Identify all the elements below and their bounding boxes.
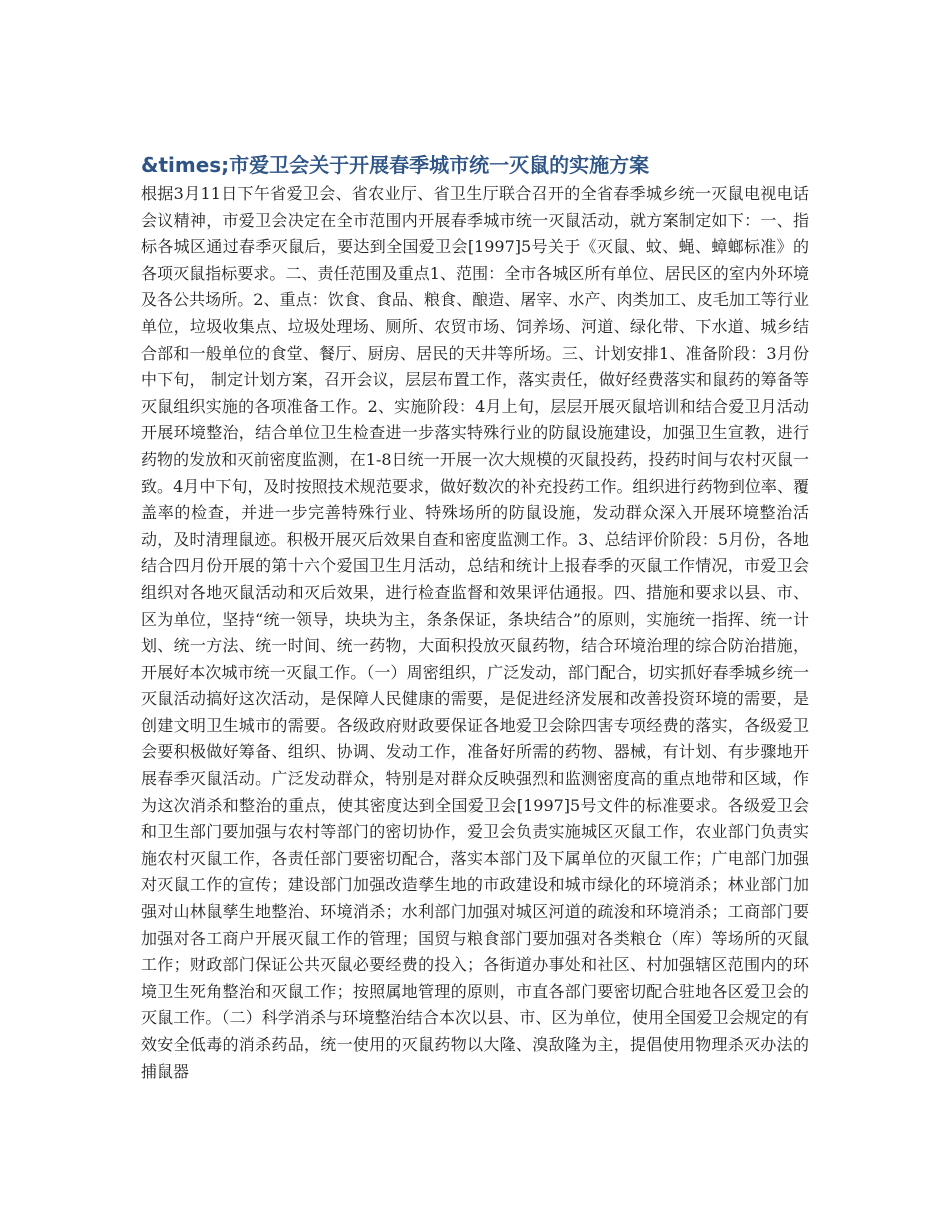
- document-body: 根据3月11日下午省爱卫会、省农业厅、省卫生厅联合召开的全省春季城乡统一灭鼠电视电话会议精神，市爱卫会决定在全市范围内开展春季城市统一灭鼠活动，就方案制定如下：一、指标各城区通过春季灭鼠后，要达到全国爱卫会[1997]5号关于《灭鼠、蚊、蝇、蟑螂标准》的各项灭鼠指标要求。二、责任范围及重点1、范围：全市各城区所有单位、居民区的室内外环境及各公共场所。2、重点：饮食、食品、粮食、酿造、屠宰、水产、肉类加工、皮毛加工等行业单位，垃圾收集点、垃圾处理场、厕所、农贸市场、饲养场、河道、绿化带、下水道、城乡结合部和一般单位的食堂、餐厅、厨房、居民的天井等所场。三、计划安排1、准备阶段：3月份中下旬， 制定计划方案，召开会议，层层布置工作，落实责任，做好经费落实和鼠药的筹备等灭鼠组织实施的各项准备工作。2、实施阶段：4月上旬，层层开展灭鼠培训和结合爱卫月活动开展环境整治，结合单位卫生检查进一步落实特殊行业的防鼠设施建设，加强卫生宣教，进行药物的发放和灭前密度监测，在1-8日统一开展一次大规模的灭鼠投药，投药时间与农村灭鼠一致。4月中下旬，及时按照技术规范要求，做好数次的补充投药工作。组织进行药物到位率、覆盖率的检查，并进一步完善特殊行业、特殊场所的防鼠设施，发动群众深入开展环境整治活动，及时清理鼠迹。积极开展灭后效果自查和密度监测工作。3、总结评价阶段：5月份，各地结合四月份开展的第十六个爱国卫生月活动，总结和统计上报春季的灭鼠工作情况，市爱卫会组织对各地灭鼠活动和灭后效果，进行检查监督和效果评估通报。四、措施和要求以县、市、区为单位，坚持“统一领导，块块为主，条条保证，条块结合”的原则，实施统一指挥、统一计划、统一方法、统一时间、统一药物，大面积投放灭鼠药物，结合环境治理的综合防治措施，开展好本次城市统一灭鼠工作。（一）周密组织，广泛发动，部门配合，切实抓好春季城乡统一灭鼠活动搞好这次活动，是保障人民健康的需要，是促进经济发展和改善投资环境的需要，是创建文明卫生城市的需要。各级政府财政要保证各地爱卫会除四害专项经费的落实，各级爱卫会要积极做好筹备、组织、协调、发动工作，准备好所需的药物、器械，有计划、有步骤地开展春季灭鼠活动。广泛发动群众，特别是对群众反映强烈和监测密度高的重点地带和区域，作为这次消杀和整治的重点，使其密度达到全国爱卫会[1997]5号文件的标准要求。各级爱卫会和卫生部门要加强与农村等部门的密切协作，爱卫会负责实施城区灭鼠工作，农业部门负责实施农村灭鼠工作，各责任部门要密切配合，落实本部门及下属单位的灭鼠工作；广电部门加强对灭鼠工作的宣传；建设部门加强改造孳生地的市政建设和城市绿化的环境消杀；林业部门加强对山林鼠孳生地整治、环境消杀；水利部门加强对城区河道的疏浚和环境消杀；工商部门要加强对各工商户开展灭鼠工作的管理；国贸与粮食部门要加强对各类粮仓（库）等场所的灭鼠工作；财政部门保证公共灭鼠必要经费的投入；各街道办事处和社区、村加强辖区范围内的环境卫生死角整治和灭鼠工作；按照属地管理的原则，市直各部门要密切配合驻地各区爱卫会的灭鼠工作。（二）科学消杀与环境整治结合本次以县、市、区为单位，使用全国爱卫会规定的有效安全低毒的消杀药品，统一使用的灭鼠药物以大隆、溴敌隆为主，提倡使用物理杀灭办法的捕鼠器: [141, 184, 809, 1081]
- document-title: &times;市爱卫会关于开展春季城市统一灭鼠的实施方案: [141, 153, 650, 177]
